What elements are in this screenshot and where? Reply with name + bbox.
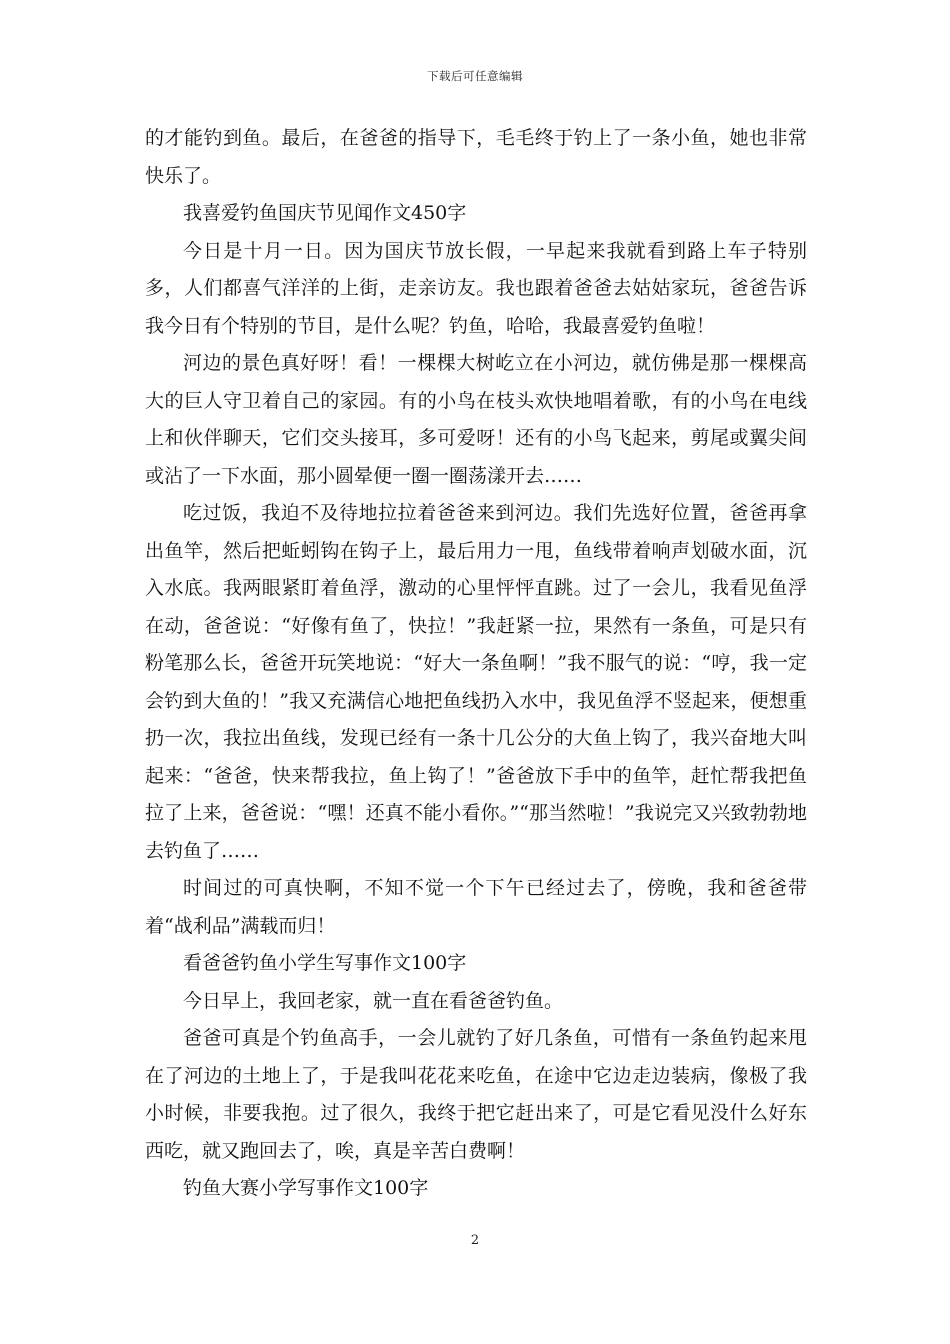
paragraph: 今日是十月一日。因为国庆节放长假，一早起来我就看到路上车子特别多，人们都喜气洋洋的上街，走亲访友。我也跟着爸爸去姑姑家玩，爸爸告诉我今日有个特别的节目，是什么呢？钓鱼，哈哈，我最喜爱钓鱼啦！ [145,239,807,337]
paragraph: 吃过饭，我迫不及待地拉拉着爸爸来到河边。我们先选好位置，爸爸再拿出鱼竿，然后把蚯蚓钩在钩子上，最后用力一甩，鱼线带着响声划破水面，沉入水底。我两眼紧盯着鱼浮，激动的心里怦怦直跳。过了一会儿，我看见鱼浮在动，爸爸说：“好像有鱼了，快拉！”我赶紧一拉，果然有一条鱼，可是只有粉笔那么长，爸爸开玩笑地说：“好大一条鱼啊！”我不服气的说：“哼，我一定会钓到大鱼的！”我又充满信心地把鱼线扔入水中，我见鱼浮不竖起来，便想重扔一次，我拉出鱼线，发现已经有一条十几公分的大鱼上钩了，我兴奋地大叫起来：“爸爸，快来帮我拉，鱼上钩了！”爸爸放下手中的鱼竿，赶忙帮我把鱼拉了上来，爸爸说：“嘿！还真不能小看你。”“那当然啦！”我说完又兴致勃勃地去钓鱼了…… [145,502,807,862]
paragraph: 爸爸可真是个钓鱼高手，一会儿就钓了好几条鱼，可惜有一条鱼钓起来甩在了河边的土地上了，于是我叫花花来吃鱼，在途中它边走边装病，像极了我小时候，非要我抱。过了很久，我终于把它赶出来了，可是它看见没什么好东西吃，就又跑回去了，唉，真是辛苦白费啊！ [145,1027,807,1162]
page-header: 下载后可任意编辑 [427,69,523,83]
essay-title: 看爸爸钓鱼小学生写事作文100字 [183,952,467,974]
essay-title: 我喜爱钓鱼国庆节见闻作文450字 [183,202,467,224]
paragraph: 今日早上，我回老家，就一直在看爸爸钓鱼。 [183,989,564,1012]
paragraph: 时间过的可真快啊，不知不觉一个下午已经过去了，傍晚，我和爸爸带着“战利品”满载而归！ [145,877,807,937]
paragraph: 的才能钓到鱼。最后，在爸爸的指导下，毛毛终于钓上了一条小鱼，她也非常快乐了。 [145,127,807,187]
page-number: 2 [470,1233,480,1248]
essay-title: 钓鱼大赛小学写事作文100字 [183,1177,429,1199]
paragraph: 河边的景色真好呀！看！一棵棵大树屹立在小河边，就仿佛是那一棵棵高大的巨人守卫着自己的家园。有的小鸟在枝头欢快地唱着歌，有的小鸟在电线上和伙伴聊天，它们交头接耳，多可爱呀！还有的小鸟飞起来，剪尾或翼尖间或沾了一下水面，那小圆晕便一圈一圈荡漾开去…… [145,352,807,487]
document-body [145,120,807,1208]
